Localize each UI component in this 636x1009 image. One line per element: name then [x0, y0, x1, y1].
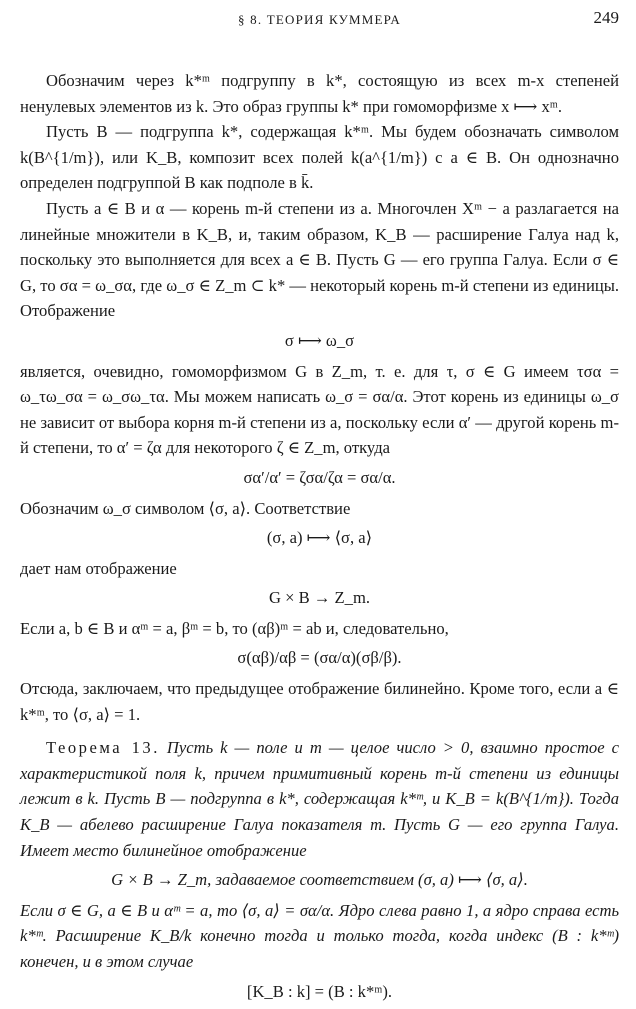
paragraph: Пусть a ∈ B и α — корень m-й степени из a. Многочлен Xᵐ − a разлагается на линейные множители в K_B, и, таким образом, K_B — расширение Галуа над k, поскольку это выполняется для всех a ∈ B. Пусть G — его группа Галуа. Если σ ∈ G, то σα = ω_σα, где ω_σ ∈ Z_m ⊂ k* — некоторый корень m-й степени из единицы. Отображение [20, 198, 619, 321]
page-body [20, 68, 619, 1009]
paragraph: Обозначим ω_σ символом ⟨σ, a⟩. Соответствие [20, 498, 351, 518]
theorem-label: Теорема 13. [46, 738, 160, 758]
display-equation: (σ, a) ⟼ ⟨σ, a⟩ [266, 528, 373, 548]
paragraph: Пусть B — подгруппа k*, содержащая k*ᵐ. Мы будем обозначать символом k(B^{1/m}), или K_B, композит всех полей k(a^{1/m}) с a ∈ B. Он однозначно определен подгруппой B как подполе в k̄. [20, 122, 619, 193]
display-equation: G × B → Z_m, задаваемое соответствием (σ, a) ⟼ ⟨σ, a⟩. [111, 870, 528, 890]
theorem [20, 735, 619, 863]
paragraph: является, очевидно, гомоморфизмом G в Z_m, т. е. для τ, σ ∈ G имеем τσα = ω_τω_σα = ω_σω_τα. Мы можем написать ω_σ = σα/α. Этот корень из единицы ω_σ не зависит от выбора корня m-й степени из a, поскольку если α′ — другой корень m-й степени, то α′ = ζα для некоторого ζ ∈ Z_m, откуда [20, 361, 619, 458]
paragraph: Обозначим через k*ᵐ подгруппу в k*, состоящую из всех m-х степеней ненулевых элементов из k. Это образ группы k* при гомоморфизме x ⟼ xᵐ. [20, 71, 619, 116]
paragraph: Если a, b ∈ B и αᵐ = a, βᵐ = b, то (αβ)ᵐ = ab и, следовательно, [20, 618, 449, 638]
theorem-continuation: Если σ ∈ G, a ∈ B и αᵐ = a, то ⟨σ, a⟩ = σα/α. Ядро слева равно 1, а ядро справа есть k*ᵐ. Расширение K_B/k конечно тогда и только тогда, когда индекс (B : k*ᵐ) конечен, и в этом случае [20, 900, 619, 971]
display-equation: σα′/α′ = ζσα/ζα = σα/α. [243, 467, 396, 487]
display-equation: G × B → Z_m. [268, 588, 371, 608]
running-title: § 8. ТЕОРИЯ КУММЕРА [238, 12, 401, 27]
display-equation: σ(αβ)/αβ = (σα/α)(σβ/β). [237, 648, 402, 668]
running-header [20, 7, 619, 31]
paragraph: дает нам отображение [20, 558, 177, 578]
display-equation: [K_B : k] = (B : k*ᵐ). [246, 981, 393, 1001]
display-equation: σ ⟼ ω_σ [284, 330, 355, 350]
page-number: 249 [593, 8, 619, 27]
paragraph: Отсюда, заключаем, что предыдущее отображение билинейно. Кроме того, если a ∈ k*ᵐ, то ⟨σ, a⟩ = 1. [20, 679, 619, 724]
theorem-text: Пусть k — поле и m — целое число > 0, взаимно простое с характеристикой поля k, причем примитивный корень m-й степени из единицы лежит в k. Пусть B — подгруппа в k*, содержащая k*ᵐ, и K_B = k(B^{1/m}). Тогда K_B — абелево расширение Галуа показателя m. Пусть G — его группа Галуа. Имеет место билинейное отображение [20, 738, 619, 860]
